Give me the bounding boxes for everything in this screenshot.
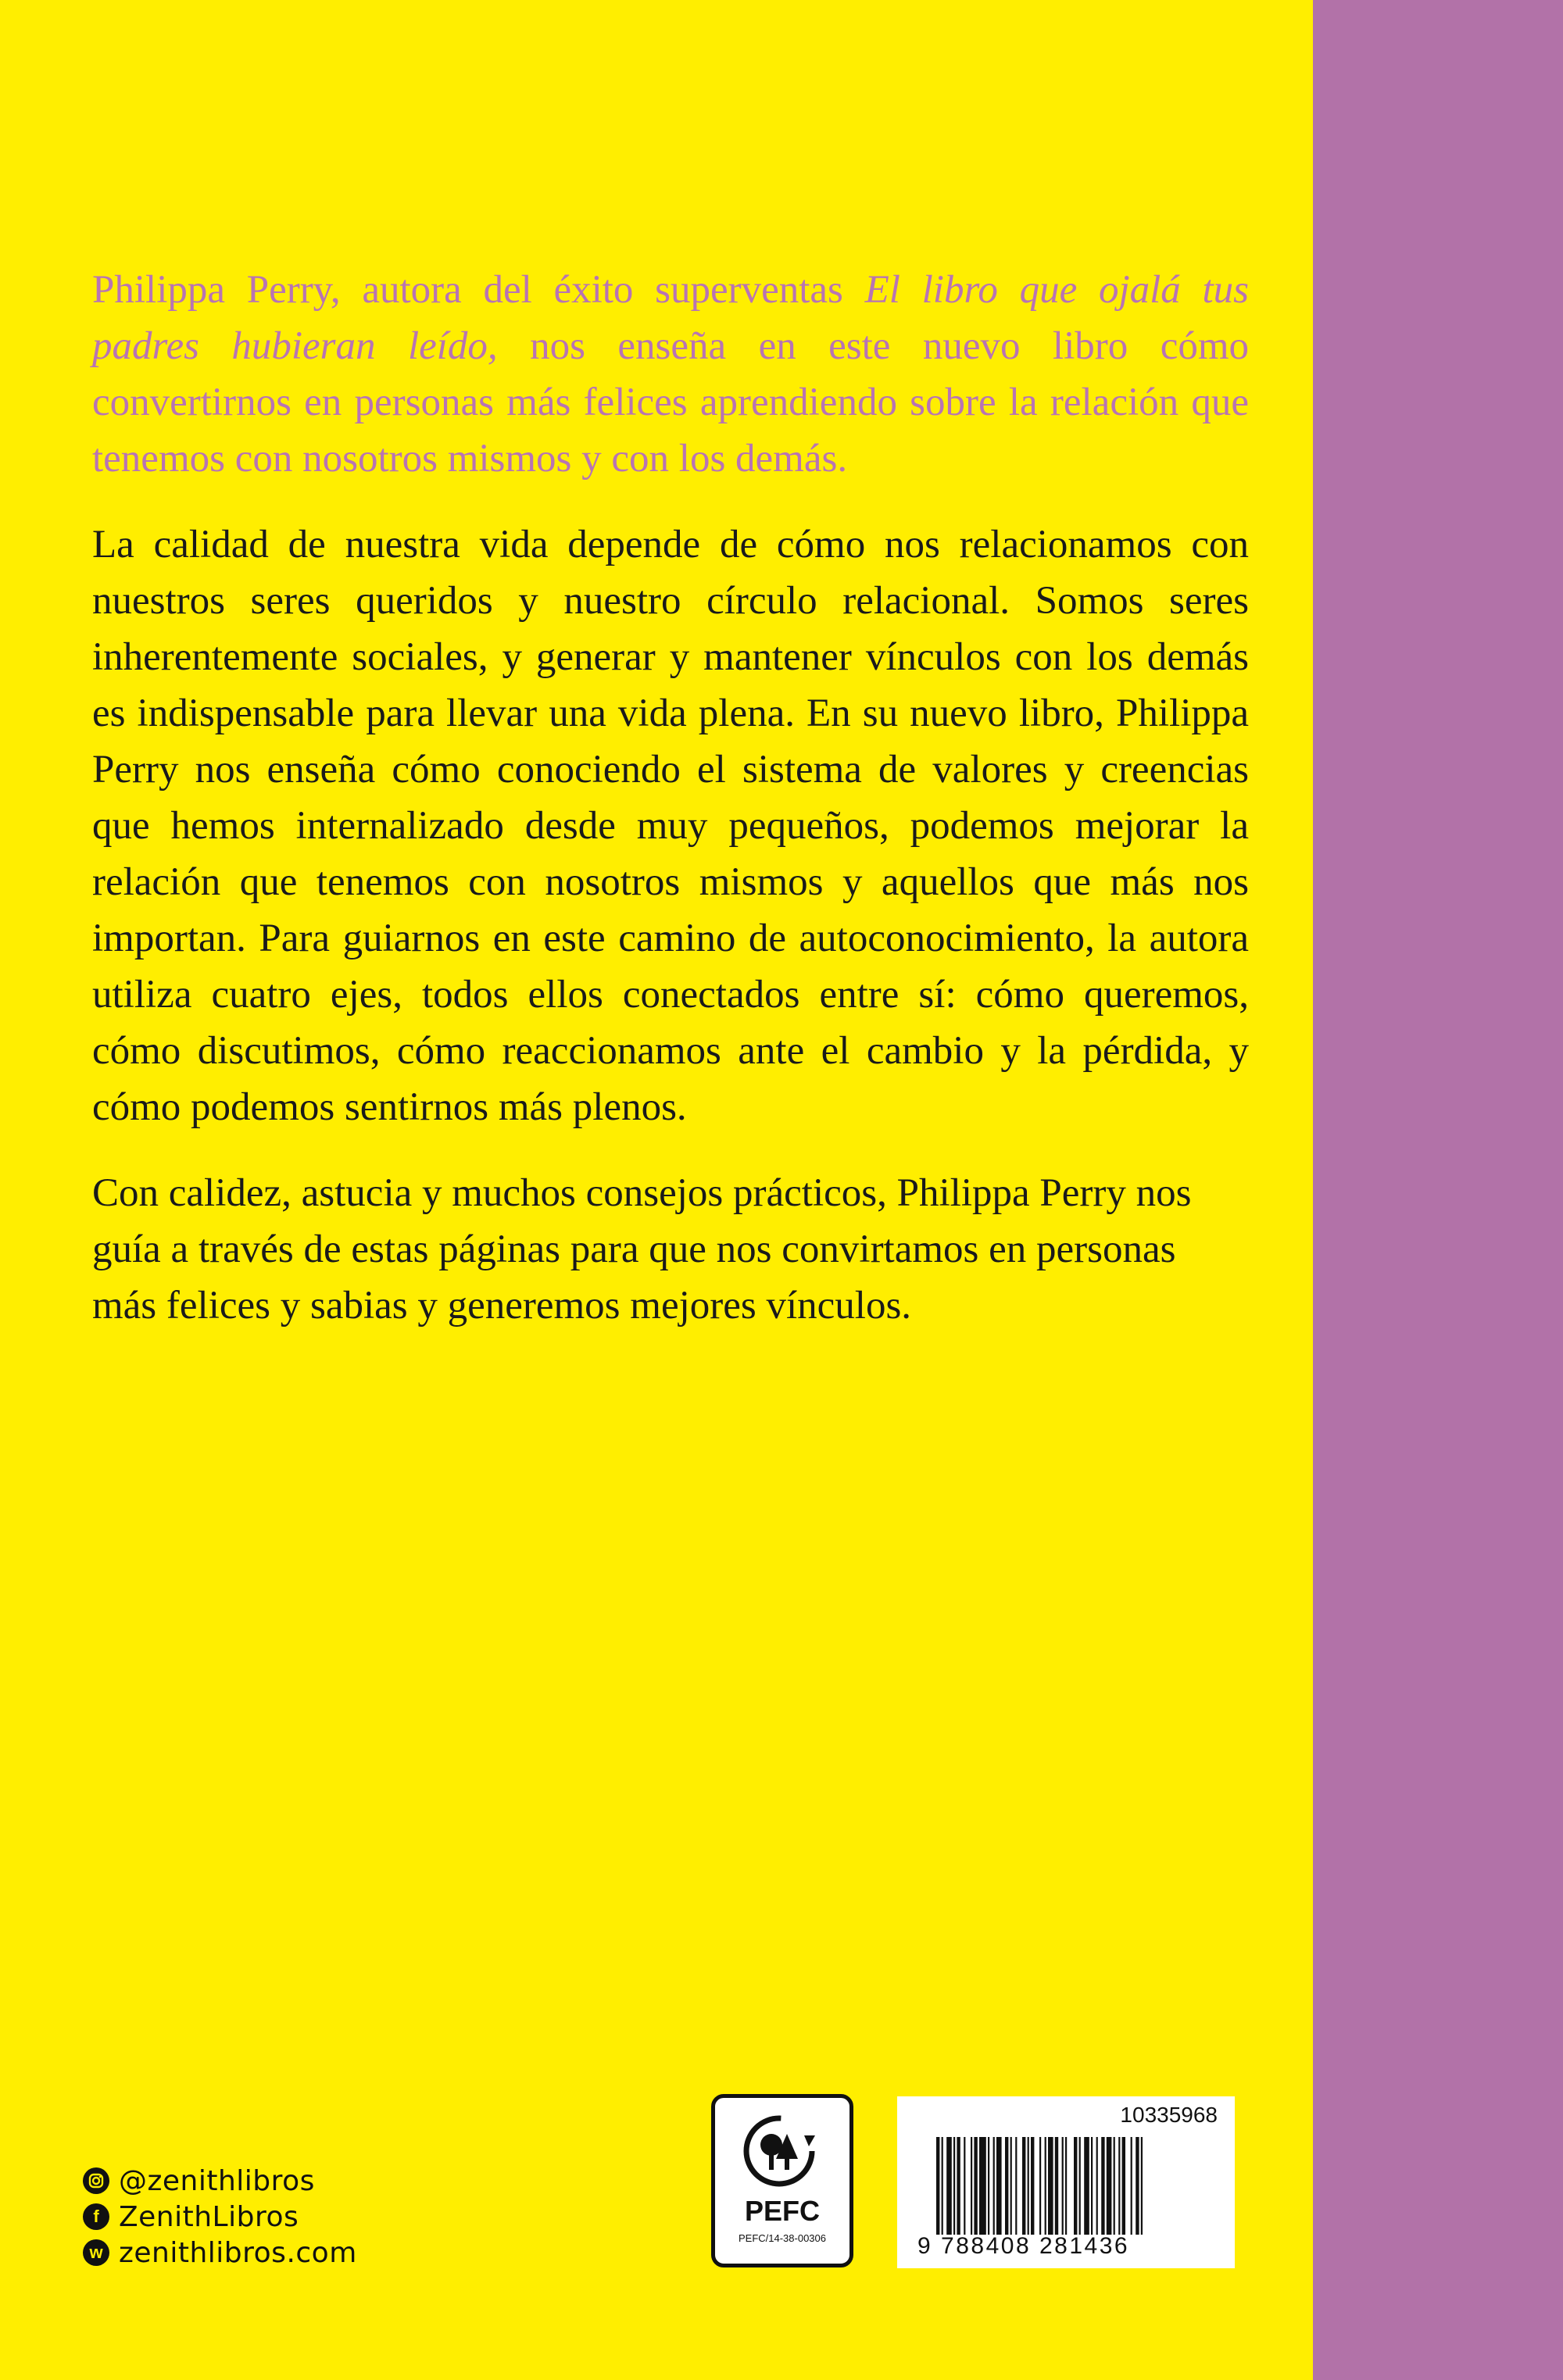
barcode-bar bbox=[988, 2137, 989, 2235]
barcode-bar bbox=[953, 2137, 955, 2235]
pefc-label: PEFC bbox=[744, 2195, 820, 2227]
barcode-bar bbox=[1062, 2137, 1064, 2235]
barcode-bar bbox=[1141, 2137, 1143, 2235]
barcode-bar bbox=[1091, 2137, 1093, 2235]
barcode-bar bbox=[946, 2137, 952, 2235]
barcode-box bbox=[897, 2096, 1235, 2268]
pefc-tree-icon bbox=[740, 2112, 824, 2190]
barcode-bar bbox=[1065, 2137, 1067, 2235]
barcode-bar bbox=[1022, 2137, 1025, 2235]
barcode-bar bbox=[1031, 2137, 1034, 2235]
pefc-code: PEFC/14-38-00306 bbox=[738, 2232, 826, 2244]
barcode-bar bbox=[957, 2137, 960, 2235]
barcode-bar bbox=[1101, 2137, 1104, 2235]
barcode-bar bbox=[1010, 2137, 1012, 2235]
intro-text-end: nos enseña en este nuevo libro cómo convertirnos en personas más felices aprendiendo sobre la relación que tenemos con nosotros mismos y con los demás. bbox=[92, 324, 1249, 481]
barcode-bar bbox=[1107, 2137, 1112, 2235]
barcode-bars bbox=[936, 2137, 1210, 2235]
barcode-bar bbox=[1096, 2137, 1098, 2235]
barcode-bar bbox=[979, 2137, 986, 2235]
barcode-bar bbox=[1136, 2137, 1139, 2235]
barcode-bar bbox=[1084, 2137, 1089, 2235]
barcode-bar bbox=[993, 2137, 995, 2235]
barcode-bar bbox=[971, 2137, 972, 2235]
book-title: El libro que ojalá tus padres hubieran leído, bbox=[92, 268, 1250, 368]
barcode-bar bbox=[942, 2137, 943, 2235]
closing-paragraph: Con calidez, astucia y muchos consejos prácticos, Philippa Perry nos guía a través de estas páginas para que nos convirtamos en personas más felices y sabias y generemos mejores vínculos. bbox=[92, 1171, 1192, 1328]
barcode-bar bbox=[964, 2137, 965, 2235]
intro-text-start: Philippa Perry, autora del éxito superventas bbox=[92, 268, 865, 312]
back-cover-spine bbox=[1313, 0, 1563, 2380]
website-url: zenithlibros.com bbox=[119, 2236, 357, 2269]
barcode-bar bbox=[1039, 2137, 1041, 2235]
barcode-bar bbox=[936, 2137, 939, 2235]
social-row-web[interactable] bbox=[83, 2235, 357, 2271]
barcode-bar bbox=[996, 2137, 1002, 2235]
barcode-bar bbox=[1079, 2137, 1081, 2235]
facebook-handle: ZenithLibros bbox=[119, 2200, 299, 2233]
barcode-bar bbox=[1028, 2137, 1029, 2235]
barcode-bar bbox=[1074, 2137, 1077, 2235]
social-row-instagram[interactable] bbox=[83, 2163, 357, 2199]
description-paragraph: La calidad de nuestra vida depende de cómo nos relacionamos con nuestros seres queridos y nuestro círculo relacional. Somos seres inherentemente sociales, y generar y mantener vínculos con los demás es indispensable para llevar una vida plena. En su nuevo libro, Philippa Perry nos enseña cómo conociendo el sistema de valores y creencias que hemos internalizado desde muy pequeños, podemos mejorar la relación que tenemos con nosotros mismos y aquellos que más nos importan. Para guiarnos en este camino de autoconocimiento, la autora utiliza cuatro ejes, todos ellos conectados entre sí: cómo queremos, cómo discutimos, cómo reaccionamos ante el cambio y la pérdida, y cómo podemos sentirnos más plenos. bbox=[92, 523, 1249, 1129]
social-links bbox=[83, 2163, 357, 2271]
isbn-digits: 9 788408 281436 bbox=[917, 2233, 1130, 2259]
barcode-bar bbox=[1122, 2137, 1125, 2235]
barcode-ref-number: 10335968 bbox=[1120, 2103, 1218, 2127]
intro-paragraph bbox=[92, 262, 1249, 487]
instagram-handle: @zenithlibros bbox=[119, 2164, 315, 2197]
barcode-bar bbox=[1048, 2137, 1053, 2235]
instagram-icon bbox=[83, 2167, 109, 2194]
social-row-facebook[interactable] bbox=[83, 2199, 357, 2235]
facebook-icon: f bbox=[83, 2203, 109, 2230]
pefc-certification-logo bbox=[711, 2094, 853, 2267]
barcode-bar bbox=[974, 2137, 977, 2235]
barcode-bar bbox=[1118, 2137, 1120, 2235]
barcode-bar bbox=[1015, 2137, 1017, 2235]
barcode-bar bbox=[1131, 2137, 1132, 2235]
web-icon: w bbox=[83, 2239, 109, 2266]
back-cover-text bbox=[92, 262, 1249, 1363]
barcode-bar bbox=[1005, 2137, 1008, 2235]
barcode-bar bbox=[1055, 2137, 1058, 2235]
barcode-bar bbox=[1045, 2137, 1046, 2235]
barcode-bar bbox=[1114, 2137, 1115, 2235]
